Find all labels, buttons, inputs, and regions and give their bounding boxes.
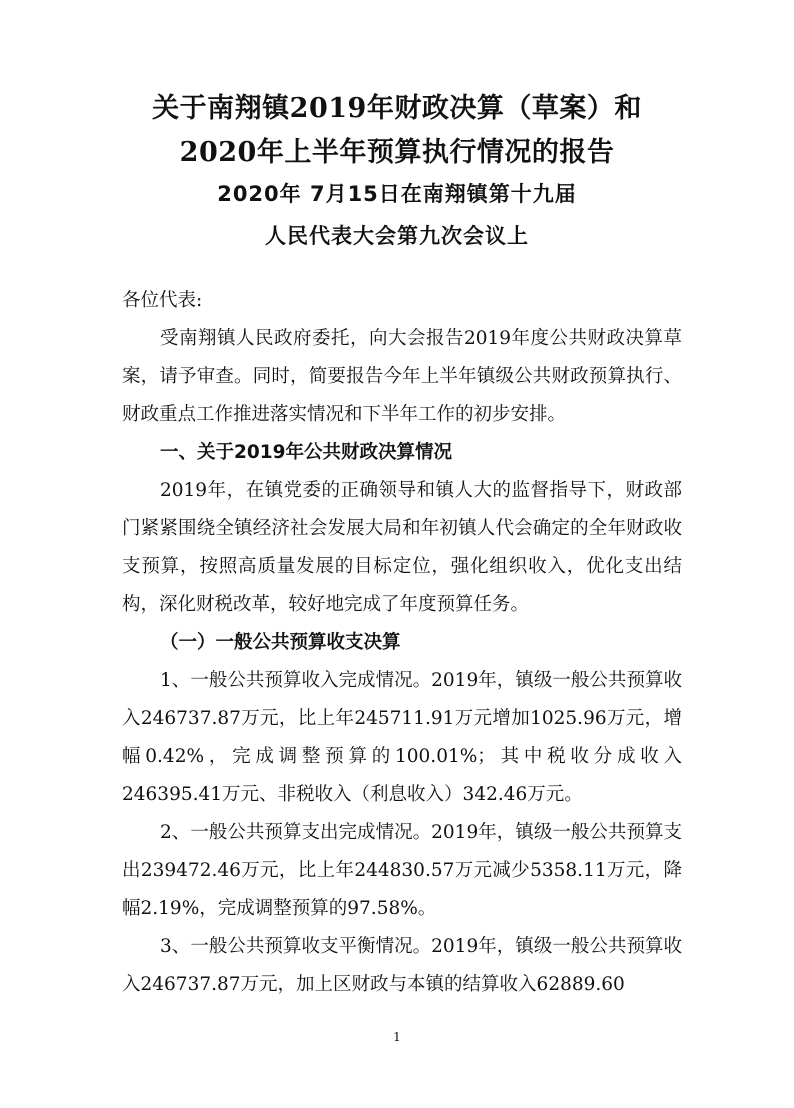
paragraph-overview: 2019年，在镇党委的正确领导和镇人大的监督指导下，财政部门紧紧围绕全镇经济社会发展大局和年初镇人代会确定的全年财政收支预算，按照高质量发展的目标定位，强化组织收入，优化支出结构，深化财税改革，较好地完成了年度预算任务。 [122,480,682,615]
paragraph-balance: 3、一般公共预算收支平衡情况。2019年，镇级一般公共预算收入246737.87万元，加上区财政与本镇的结算收入62889.60 [122,936,682,995]
section-heading-2: （一）一般公共预算收支决算 [160,632,401,653]
section-heading-1: 一、关于2019年公共财政决算情况 [160,442,452,463]
page-number: 1 [393,1030,401,1044]
paragraph-expenditure: 2、一般公共预算支出完成情况。2019年，镇级一般公共预算支出239472.46万元，比上年244830.57万元减少5358.11万元，降幅2.19%，完成调整预算的97.58%。 [122,822,682,919]
paragraph-revenue: 1、一般公共预算收入完成情况。2019年，镇级一般公共预算收入246737.87万元，比上年245711.91万元增加1025.96万元，增幅0.42%，完成调整预算的100.01%；其中税收分成收入246395.41万元、非税收入（利息收入）342.46万元。 [122,670,682,805]
document-body [122,282,682,1004]
document-subtitle-line-1: 2020年 7月15日在南翔镇第十九届 [217,182,577,206]
paragraph-intro: 受南翔镇人民政府委托，向大会报告2019年度公共财政决算草案，请予审查。同时，简要报告今年上半年镇级公共财政预算执行、财政重点工作推进落实情况和下半年工作的初步安排。 [122,328,682,425]
document-title-line-1: 关于南翔镇2019年财政决算（草案）和 [152,93,642,124]
document-title-line-2: 2020年上半年预算执行情况的报告 [179,137,615,168]
salutation: 各位代表: [122,290,203,311]
document-subtitle-line-2: 人民代表大会第九次会议上 [265,224,529,248]
